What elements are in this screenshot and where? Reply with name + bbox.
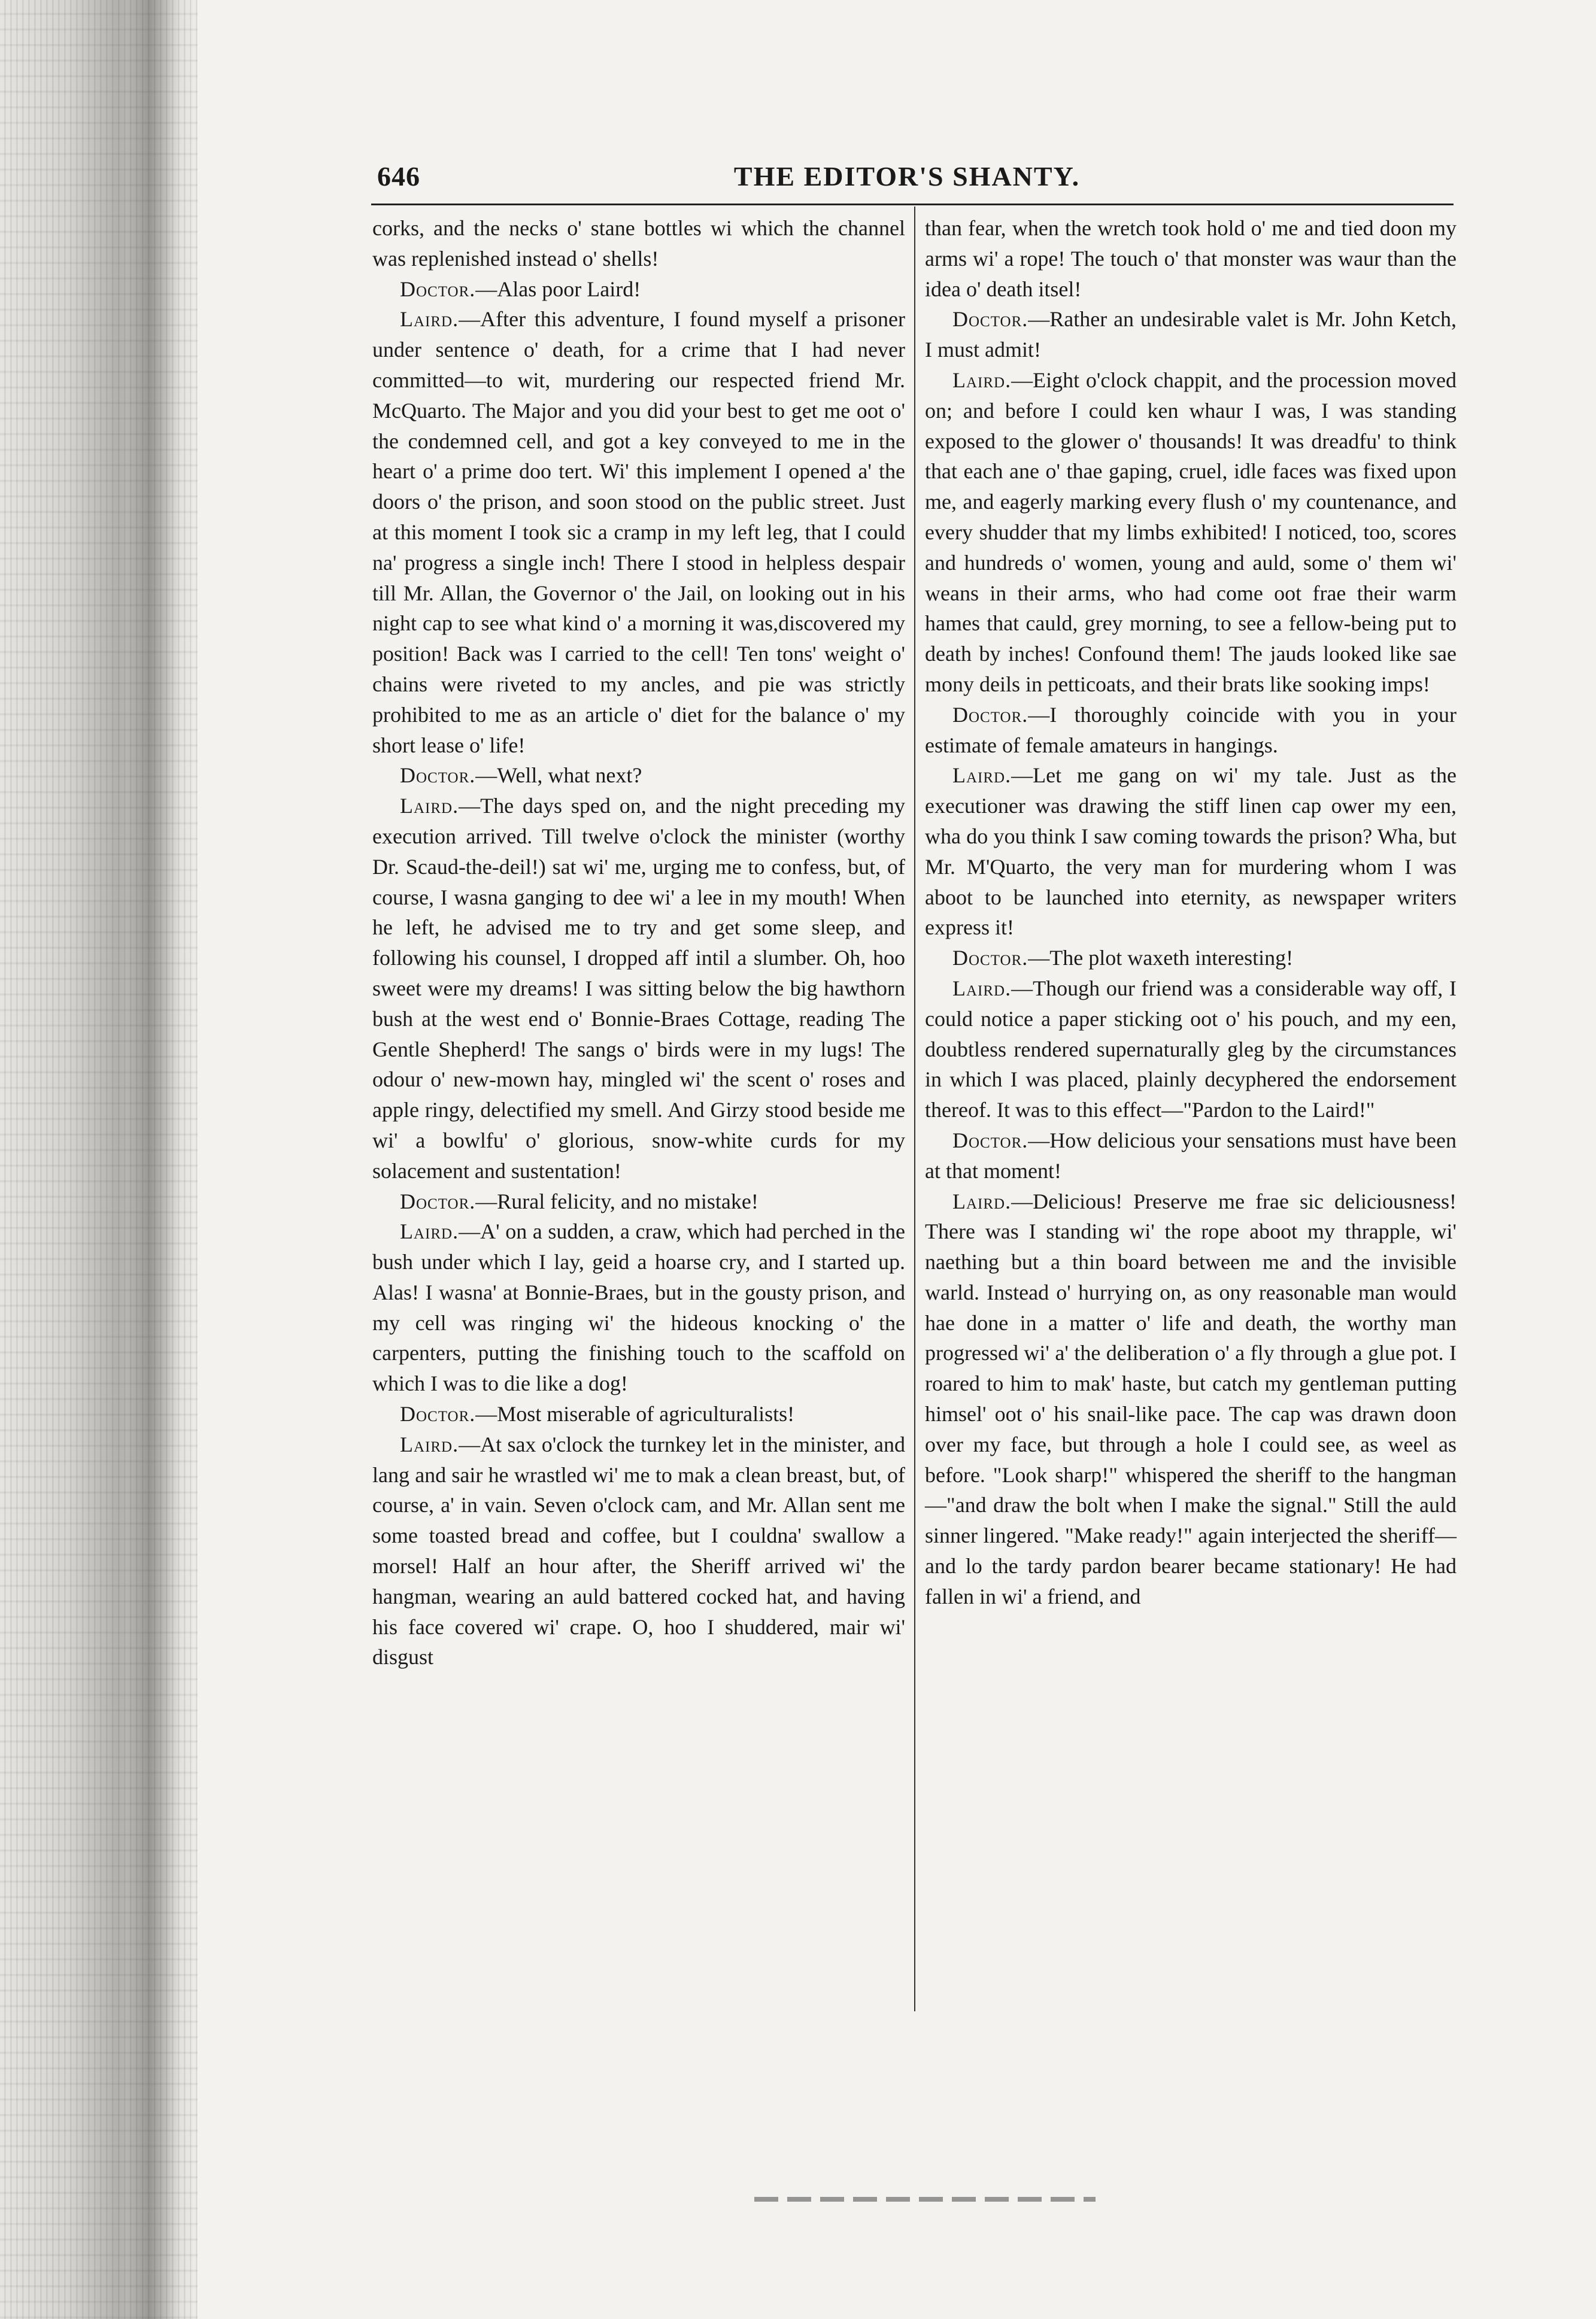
paragraph-text: —The plot waxeth interesting! [1028,946,1294,970]
right-column [925,213,1457,1612]
paragraph-text: corks, and the necks o' stane bottles wi which the channel was replenished instead o' shells! [372,216,905,271]
dialogue-paragraph [925,700,1457,761]
running-head: THE EDITOR'S SHANTY. [733,161,1081,192]
speaker-name: Laird. [400,1432,459,1456]
dialogue-paragraph [372,1399,905,1429]
dialogue-paragraph [372,274,905,305]
paragraph-text: than fear, when the wretch took hold o' me and tied doon my arms wi' a rope! The touch o' that monster was waur than the idea o' death itsel! [925,216,1457,301]
paragraph-text: —Rural felicity, and no mistake! [475,1189,758,1213]
dialogue-paragraph [925,1125,1457,1186]
paragraph-text: —Well, what next? [475,763,642,788]
speaker-name: Doctor. [952,1128,1028,1152]
paragraph-text: —Eight o'clock chappit, and the procession moved on; and before I could ken whaur I was, I was standing exposed to the glower o' thousands! It was dreadfu' to think that each ane o' thae gaping, cruel, idle faces was fixed upon me, and eagerly marking every flush o' my countenance, and every shudder that my limbs exhibited! I noticed, too, scores and hundreds o' women, young and auld, some o' them wi' weans in their arms, who had come oot frae their warm hames that cauld, grey morning, to see a fellow-being put to death by inches! Confound them! The jauds looked like sae mony deils in petticoats, and their brats like sooking imps! [925,368,1457,696]
speaker-name: Doctor. [400,277,476,301]
dialogue-paragraph [372,304,905,760]
speaker-name: Laird. [952,1189,1012,1213]
dialogue-paragraph [372,791,905,1186]
dialogue-paragraph [925,304,1457,365]
page-number: 646 [377,161,420,192]
dialogue-paragraph [925,760,1457,943]
header-rule [371,204,1454,205]
page-header [353,160,1461,202]
speaker-name: Laird. [952,368,1012,392]
speaker-name: Doctor. [952,307,1028,332]
speaker-name: Laird. [952,763,1012,788]
paragraph-text: —How delicious your sensations must have been at that moment! [925,1128,1457,1183]
paragraph-text: —Let me gang on wi' my tale. Just as the executioner was drawing the stiff linen cap ower my een, wha do you think I saw coming towards the prison? Wha, but Mr. M'Quarto, the very man for murdering whom I was aboot to be launched into eternity, as newspaper writers express it! [925,763,1457,940]
paragraph-text: —Alas poor Laird! [475,277,641,301]
speaker-name: Laird. [400,307,459,332]
speaker-name: Doctor. [400,1402,476,1426]
paragraph-text: —Though our friend was a considerable way off, I could notice a paper sticking oot o' his pouch, and my een, doubtless rendered supernaturally gleg by the circumstances in which I was placed, plainly decyphered the endorsement thereof. It was to this effect—"Pardon to the Laird!" [925,976,1457,1122]
paragraph-text: —Rather an undesirable valet is Mr. John Ketch, I must admit! [925,307,1457,362]
dialogue-paragraph [372,213,905,274]
bottom-print-marks [754,2197,1096,2202]
left-column [372,213,905,1673]
paragraph-text: —Most miserable of agriculturalists! [475,1402,795,1426]
paragraph-text: —A' on a sudden, a craw, which had perched in the bush under which I lay, geid a hoarse cry, and I started up. Alas! I wasna' at Bonnie-Braes, but in the gousty prison, and my cell was ringing wi' the hideous knocking o' the carpenters, putting the finishing touch to the scaffold on which I was to die like a dog! [372,1219,905,1396]
binding-fold-shadow [126,0,180,2319]
dialogue-paragraph [925,365,1457,700]
dialogue-paragraph [372,760,905,791]
paragraph-text: —At sax o'clock the turnkey let in the minister, and lang and sair he wrastled wi' me to mak a clean breast, but, of course, a' in vain. Seven o'clock cam, and Mr. Allan sent me some toasted bread and coffee, but I couldna' swallow a morsel! Half an hour after, the Sheriff arrived wi' the hangman, wearing an auld battered cocked hat, and having his face covered wi' crape. O, hoo I shuddered, mair wi' disgust [372,1432,905,1670]
speaker-name: Laird. [400,1219,459,1244]
speaker-name: Laird. [952,976,1012,1000]
dialogue-paragraph [925,973,1457,1125]
dialogue-paragraph [372,1186,905,1217]
dialogue-paragraph [925,1186,1457,1612]
column-divider [914,207,915,2011]
dialogue-paragraph [925,943,1457,973]
paragraph-text: —After this adventure, I found myself a prisoner under sentence o' death, for a crime that I had never committed—to wit, murdering our respected friend Mr. McQuarto. The Major and you did your best to get me oot o' the condemned cell, and got a key conveyed to me in the heart o' a prime doo tert. Wi' this implement I opened a' the doors o' the prison, and soon stood on the public street. Just at this moment I took sic a cramp in my left leg, that I could na' progress a single inch! There I stood in helpless despair till Mr. Allan, the Governor o' the Jail, on looking out in his night cap to see what kind o' a morning it was,discovered my position! Back was I carried to the cell! Ten tons' weight o' chains were riveted to my ancles, and pie was strictly prohibited to me as an article o' diet for the balance o' my short lease o' life! [372,307,905,757]
paragraph-text: —Delicious! Preserve me frae sic deliciousness! There was I standing wi' the rope aboot my thrapple, wi' naething but a thin board between me and the invisible warld. Instead o' hurrying on, as ony reasonable man would hae done in a matter o' life and death, the worthy man progressed wi' a' the deliberation o' a fly through a glue pot. I roared to him to mak' haste, but catch my gentleman putting himsel' oot o' his snail-like pace. The cap was drawn doon over my face, but through a hole I could see, as weel as before. "Look sharp!" whispered the sheriff to the hangman—"and draw the bolt when I make the signal." Still the auld sinner lingered. "Make ready!" again interjected the sheriff—and lo the tardy pardon bearer became stationary! He had fallen in wi' a friend, and [925,1189,1457,1608]
speaker-name: Doctor. [400,763,476,788]
paragraph-text: —The days sped on, and the night preceding my execution arrived. Till twelve o'clock the minister (worthy Dr. Scaud-the-deil!) sat wi' me, urging me to confess, but, of course, I wasna ganging to dee wi' a lee in my mouth! When he left, he advised me to try and get some sleep, and following his counsel, I dropped aff intil a slumber. Oh, hoo sweet were my dreams! I was sitting below the big hawthorn bush at the west end o' Bonnie-Braes Cottage, reading The Gentle Shepherd! The sangs o' birds were in my lugs! The odour o' new-mown hay, mingled wi' the scent o' roses and apple ringy, delectified my smell. And Girzy stood beside me wi' a bowlfu' o' glorious, snow-white curds for my solacement and sustentation! [372,794,905,1183]
speaker-name: Doctor. [400,1189,476,1213]
dialogue-paragraph [372,1429,905,1673]
dialogue-paragraph [372,1216,905,1399]
dialogue-paragraph [925,213,1457,304]
speaker-name: Doctor. [952,702,1028,727]
speaker-name: Laird. [400,794,459,818]
speaker-name: Doctor. [952,946,1028,970]
paragraph-text: —I thoroughly coincide with you in your estimate of female amateurs in hangings. [925,702,1457,757]
